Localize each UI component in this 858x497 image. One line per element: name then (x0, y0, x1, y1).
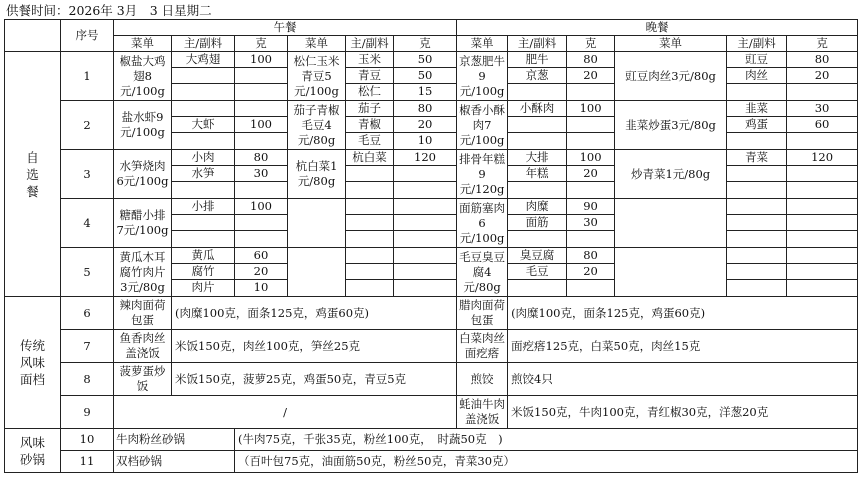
ingredient-name (172, 101, 234, 117)
dish-name: 椒盐大鸡翅8元/100g (114, 52, 172, 101)
row-number: 7 (61, 330, 114, 363)
ingredient-name (346, 248, 393, 264)
ingredient-name (346, 215, 393, 231)
gram-cell (235, 248, 288, 297)
col-ingredient: 主/副料 (346, 36, 394, 52)
dish-name: 盐水虾9元/100g (114, 101, 172, 150)
ingredient-name (172, 84, 234, 100)
dish-name: 水笋烧肉6元/100g (114, 150, 172, 199)
ingredient-gram (235, 101, 287, 117)
ingredient-name (346, 280, 393, 296)
section-text: 风味 砂锅 (19, 434, 45, 467)
menu-row (5, 429, 858, 451)
section-label-self (5, 52, 61, 297)
ingredient-name (508, 231, 566, 247)
section-text: 自 选 餐 (26, 149, 39, 199)
col-dish: 菜单 (114, 36, 172, 52)
ingredient-gram (394, 264, 456, 280)
ingredient-gram: 10 (253, 280, 269, 294)
gram-cell (235, 199, 288, 248)
dish-name: 辣肉面荷包蛋 (114, 297, 172, 330)
dish-name: 黄瓜木耳腐竹肉片3元/80g (114, 248, 172, 297)
dish-name: 面筋塞肉6元/100g (457, 199, 508, 248)
col-dish: 菜单 (288, 36, 346, 52)
ingredient-name: 水笋 (172, 166, 234, 182)
col-gram: 克 (394, 36, 457, 52)
dish-name: 椒香小酥肉7元/100g (457, 101, 508, 150)
ingredient-name: 青豆 (346, 68, 393, 84)
ingredient-gram: 20 (567, 166, 614, 182)
ingredient-name: 年糕 (508, 166, 566, 182)
ingredient-gram (235, 68, 287, 84)
menu-row (5, 363, 858, 396)
ingredient-cell (346, 52, 394, 101)
ingredient-name: 玉米 (346, 52, 393, 68)
gram-cell (787, 150, 858, 199)
row-number: 9 (61, 396, 114, 429)
dish-name: 炒青菜1元/80g (615, 150, 727, 199)
gram-cell (787, 52, 858, 101)
gram-cell (567, 52, 615, 101)
ingredient-gram (394, 280, 456, 296)
dish-name (615, 248, 727, 297)
col-dish: 菜单 (457, 36, 508, 52)
dish-description: 米饭150克，牛肉100克，青红椒30克，洋葱20克 (508, 396, 858, 429)
lunch-header: 午餐 (114, 20, 457, 36)
ingredient-name (508, 280, 566, 296)
ingredient-cell (727, 101, 787, 150)
ingredient-name: 大排 (508, 150, 566, 166)
dish-description: (牛肉75克，千张35克，粉丝100克， 时蔬50克 ) (235, 429, 858, 451)
ingredient-gram (787, 264, 857, 280)
ingredient-gram (787, 280, 857, 296)
gram-cell (394, 101, 457, 150)
row-number: 2 (61, 101, 114, 150)
row-number: 5 (61, 248, 114, 297)
ingredient-gram (787, 84, 857, 100)
col-gram: 克 (787, 36, 858, 52)
ingredient-cell (727, 150, 787, 199)
ingredient-gram (394, 231, 456, 247)
seq-header: 序号 (61, 20, 114, 52)
ingredient-name (346, 231, 393, 247)
ingredient-name: 茄子 (346, 101, 393, 117)
dish-name: 毛豆臭豆腐4元/80g (457, 248, 508, 297)
service-date-header: 供餐时间：2026年 3月 3 日星期二 (6, 3, 212, 18)
ingredient-gram: 30 (235, 166, 287, 182)
ingredient-name (727, 133, 786, 149)
ingredient-cell (508, 199, 567, 248)
gram-cell (567, 101, 615, 150)
ingredient-name (727, 215, 786, 231)
ingredient-gram (567, 133, 614, 149)
dish-name: 杭白菜1元/80g (288, 150, 346, 199)
ingredient-name: 肉片 (191, 280, 215, 294)
ingredient-name (727, 182, 786, 198)
ingredient-cell (172, 199, 235, 248)
dish-name: 菠萝蛋炒饭 (114, 363, 172, 396)
ingredient-cell (172, 101, 235, 150)
dish-name (288, 248, 346, 297)
ingredient-name: 鸡蛋 (727, 117, 786, 133)
ingredient-name (346, 264, 393, 280)
ingredient-cell (172, 248, 235, 297)
ingredient-gram: 20 (235, 264, 287, 280)
ingredient-gram (567, 182, 614, 198)
gram-cell (567, 248, 615, 297)
ingredient-name: 豇豆 (727, 52, 786, 68)
ingredient-cell (508, 248, 567, 297)
gram-cell (235, 101, 288, 150)
dish-description: 米饭150克，肉丝100克，笋丝25克 (172, 330, 457, 363)
ingredient-gram: 20 (567, 68, 614, 84)
ingredient-gram (235, 182, 287, 198)
ingredient-gram (394, 248, 456, 264)
ingredient-cell (346, 248, 394, 297)
menu-row (5, 330, 858, 363)
ingredient-name: 臭豆腐 (508, 248, 566, 264)
ingredient-cell (508, 52, 567, 101)
section-text: 传统 风味 面档 (19, 338, 45, 387)
ingredient-gram: 15 (417, 84, 433, 98)
menu-row (5, 248, 858, 297)
dish-name: 糖醋小排7元/100g (114, 199, 172, 248)
dinner-header: 晚餐 (457, 20, 858, 36)
ingredient-gram: 120 (787, 150, 857, 166)
col-gram: 克 (567, 36, 615, 52)
section-label-noodle (5, 297, 61, 429)
gram-cell (567, 150, 615, 199)
ingredient-name (727, 264, 786, 280)
gram-cell (394, 248, 457, 297)
ingredient-gram: 60 (235, 248, 287, 264)
ingredient-name (172, 215, 234, 231)
gram-cell (567, 199, 615, 248)
ingredient-name: 小酥肉 (508, 101, 566, 117)
ingredient-gram (567, 84, 614, 100)
ingredient-name: 小肉 (172, 150, 234, 166)
dish-name (615, 199, 727, 248)
ingredient-name (172, 133, 234, 149)
ingredient-cell (346, 101, 394, 150)
ingredient-gram: 50 (394, 68, 456, 84)
ingredient-name: 肥牛 (508, 52, 566, 68)
ingredient-name: 京葱 (508, 68, 566, 84)
col-gram: 克 (235, 36, 288, 52)
ingredient-name: 青菜 (727, 150, 786, 166)
col-ingredient: 主/副料 (727, 36, 787, 52)
ingredient-gram: 100 (567, 150, 614, 166)
menu-row (5, 297, 858, 330)
ingredient-name: 大鸡翅 (172, 52, 234, 68)
ingredient-name (727, 280, 786, 296)
ingredient-cell (727, 248, 787, 297)
ingredient-name: 毛豆 (358, 133, 381, 147)
gram-cell (394, 150, 457, 199)
row-number: 6 (61, 297, 114, 330)
ingredient-name (346, 199, 393, 215)
row-number: 3 (61, 150, 114, 199)
ingredient-gram (394, 215, 456, 231)
col-ingredient: 主/副料 (172, 36, 235, 52)
dish-description: 面疙瘩125克，白菜50克，肉丝15克 (508, 330, 858, 363)
ingredient-cell (172, 52, 235, 101)
dish-description: 煎饺4只 (508, 363, 858, 396)
ingredient-gram: 20 (787, 68, 857, 84)
ingredient-gram: 100 (235, 117, 287, 133)
ingredient-gram: 30 (567, 215, 614, 231)
ingredient-gram (787, 231, 857, 247)
ingredient-gram (787, 182, 857, 198)
ingredient-gram (787, 215, 857, 231)
section-label-casserole (5, 429, 61, 473)
ingredient-gram: 80 (567, 248, 614, 264)
menu-row (5, 451, 858, 473)
col-dish: 菜单 (615, 36, 727, 52)
ingredient-cell (172, 150, 235, 199)
dish-description: （百叶包75克，油面筋50克，粉丝50克，青菜30克） (235, 451, 858, 473)
ingredient-gram: 120 (394, 150, 456, 166)
ingredient-gram: 20 (394, 117, 456, 133)
row-number: 4 (61, 199, 114, 248)
lunch-empty-mark: / (114, 396, 457, 429)
dish-name: 豇豆肉丝3元/80g (615, 52, 727, 101)
dish-name: 京葱肥牛9元/100g (457, 52, 508, 101)
menu-row (5, 52, 858, 101)
dish-name: 排骨年糕9元/120g (457, 150, 508, 199)
ingredient-gram (787, 199, 857, 215)
ingredient-gram (567, 280, 614, 296)
menu-row (5, 101, 858, 150)
menu-row (5, 199, 858, 248)
dish-name (288, 199, 346, 248)
row-number: 8 (61, 363, 114, 396)
ingredient-gram: 100 (235, 52, 287, 68)
col-ingredient: 主/副料 (508, 36, 567, 52)
ingredient-gram (787, 166, 857, 182)
ingredient-name: 大虾 (172, 117, 234, 133)
ingredient-name (508, 117, 566, 133)
ingredient-name: 腐竹 (172, 264, 234, 280)
ingredient-gram (787, 133, 857, 149)
ingredient-gram: 80 (567, 52, 614, 68)
ingredient-name (508, 133, 566, 149)
ingredient-name: 小排 (172, 199, 234, 215)
dish-name: 茄子青椒毛豆4元/80g (288, 101, 346, 150)
ingredient-name: 杭白菜 (346, 150, 393, 166)
gram-cell (787, 199, 858, 248)
dish-name: 腊肉面荷包蛋 (457, 297, 508, 330)
dish-description: (肉糜100克，面条125克，鸡蛋60克) (508, 297, 858, 330)
dish-description: 米饭150克，菠萝25克，鸡蛋50克，青豆5克 (172, 363, 457, 396)
menu-row (5, 396, 858, 429)
ingredient-gram: 20 (567, 264, 614, 280)
dish-name: 煎饺 (457, 363, 508, 396)
gram-cell (394, 52, 457, 101)
ingredient-gram (394, 182, 456, 198)
dish-name: 牛肉粉丝砂锅 (114, 429, 235, 451)
dish-name: 白菜肉丝面疙瘩 (457, 330, 508, 363)
row-number: 11 (61, 451, 114, 473)
dish-description: (肉糜100克，面条125克，鸡蛋60克) (172, 297, 457, 330)
ingredient-gram: 50 (394, 52, 456, 68)
ingredient-gram: 80 (787, 52, 857, 68)
ingredient-name (508, 182, 566, 198)
ingredient-cell (346, 199, 394, 248)
dish-name: 蚝油牛肉盖浇饭 (457, 396, 508, 429)
ingredient-name (727, 199, 786, 215)
ingredient-gram (235, 231, 287, 247)
ingredient-gram: 60 (787, 117, 857, 133)
ingredient-cell (727, 52, 787, 101)
ingredient-gram (235, 133, 287, 149)
ingredient-name (727, 248, 786, 264)
ingredient-gram (235, 84, 287, 100)
gram-cell (787, 101, 858, 150)
ingredient-name: 肉糜 (508, 199, 566, 215)
ingredient-name: 毛豆 (508, 264, 566, 280)
ingredient-gram: 90 (567, 199, 614, 215)
ingredient-gram: 30 (787, 101, 857, 117)
ingredient-gram: 80 (235, 150, 287, 166)
ingredient-cell (508, 150, 567, 199)
dish-name: 鱼香肉丝盖浇饭 (114, 330, 172, 363)
menu-table (4, 19, 858, 473)
ingredient-name (172, 231, 234, 247)
ingredient-cell (508, 101, 567, 150)
ingredient-cell (346, 150, 394, 199)
gram-cell (394, 199, 457, 248)
dish-name: 松仁玉米青豆5元/100g (288, 52, 346, 101)
ingredient-gram: 100 (235, 199, 287, 215)
menu-row (5, 150, 858, 199)
ingredient-cell (727, 199, 787, 248)
ingredient-name: 松仁 (358, 84, 381, 98)
ingredient-name: 青椒 (346, 117, 393, 133)
ingredient-gram (235, 215, 287, 231)
ingredient-gram (787, 248, 857, 264)
ingredient-name: 黄瓜 (172, 248, 234, 264)
ingredient-name: 面筋 (508, 215, 566, 231)
dish-name: 韭菜炒蛋3元/80g (615, 101, 727, 150)
ingredient-gram (567, 231, 614, 247)
row-number: 10 (61, 429, 114, 451)
ingredient-gram (567, 117, 614, 133)
ingredient-name (508, 84, 566, 100)
dish-name: 双档砂锅 (114, 451, 235, 473)
ingredient-name: 肉丝 (727, 68, 786, 84)
ingredient-gram: 100 (567, 101, 614, 117)
ingredient-gram: 80 (394, 101, 456, 117)
ingredient-name (727, 166, 786, 182)
ingredient-name: 韭菜 (727, 101, 786, 117)
ingredient-name (346, 166, 393, 182)
ingredient-name (727, 231, 786, 247)
gram-cell (235, 52, 288, 101)
ingredient-gram (394, 199, 456, 215)
row-number: 1 (61, 52, 114, 101)
ingredient-name (727, 84, 786, 100)
gram-cell (787, 248, 858, 297)
section-header-blank (5, 20, 61, 52)
ingredient-name (346, 182, 393, 198)
ingredient-gram (394, 166, 456, 182)
ingredient-name (172, 68, 234, 84)
ingredient-name (172, 182, 234, 198)
ingredient-gram: 10 (417, 133, 433, 147)
gram-cell (235, 150, 288, 199)
